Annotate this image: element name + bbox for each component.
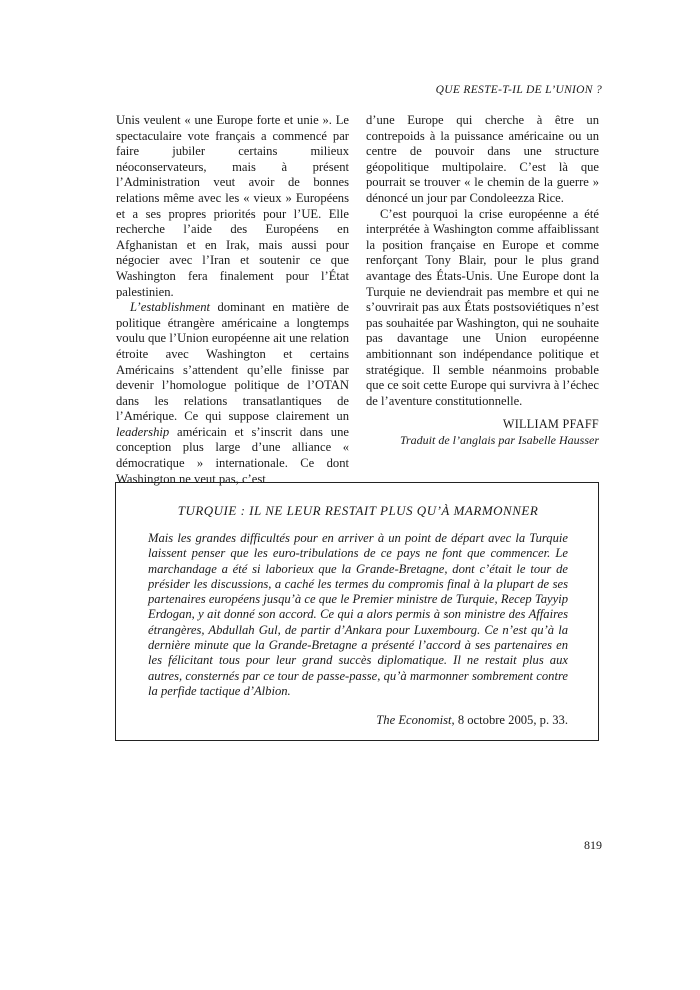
page-number: 819	[584, 838, 602, 852]
source-publication: The Economist	[376, 713, 452, 728]
quote-box	[115, 482, 599, 741]
left-paragraph-2	[116, 300, 349, 487]
running-head: QUE RESTE-T-IL DE L’UNION ?	[435, 84, 602, 96]
left-paragraph-2-part-a: dominant en matière de politique étrangère américaine a longtemps voulu que l’Union européenne ait une relation étroite avec Washington et certains Américains s’attendent qu’elle finisse par devenir l’homologue politique de l’OTAN dans les relations transatlantiques de l’Amérique. Ce qui suppose clairement un	[116, 300, 349, 424]
translator-credit: Traduit de l’anglais par Isabelle Hausser	[399, 432, 599, 447]
quote-box-body: Mais les grandes difficultés pour en arriver à un point de départ avec la Turquie laissent penser que les euro-tribulations de ce pays ne font que commencer. Le marchandage a été si laborieux que la Grande-Bretagne, dont c’était le tour de présider les discussions, a caché les termes du compromis final à la plupart de ses partenaires européens jusqu’à ce que le Premier ministre de Turquie, Recep Tayyip Erdogan, y ait donné son accord. Ce qui a alors permis à son ministre des Affaires étrangères, Abdullah Gul, de partir d’Ankara pour Luxembourg. Ce n’est qu’à la dernière minute que la Grande-Bretagne a présenté l’accord à ses partenaires en les félicitant tous pour leur grand succès diplomatique. Il ne restait plus aux autres, consternés par ce tour de passe-passe, qu’à marmonner sombrement contre la perfide tactique d’Albion.	[148, 531, 568, 698]
quote-source	[148, 713, 568, 728]
left-paragraph-2-part-b: américain et s’inscrit dans une conception plus large d’une alliance « démocratique » internationale. Ce dont Washington ne veut pas, c’est	[116, 424, 349, 486]
right-paragraph-1: d’une Europe qui cherche à être un contrepoids à la puissance américaine ou un centre de pouvoir dans une structure géopolitique multipolaire. C’est là que pourrait se trouver « le chemin de la guerre » dénoncé un jour par Condoleezza Rice.	[366, 113, 599, 205]
author-signature: WILLIAM PFAFF	[502, 417, 599, 432]
source-detail: , 8 octobre 2005, p. 33.	[451, 713, 568, 728]
leadership-term: leadership	[116, 424, 170, 439]
left-column	[116, 113, 349, 487]
establishment-term: L’establishment	[130, 300, 210, 315]
quote-box-title: TURQUIE : IL NE LEUR RESTAIT PLUS QU’À MARMONNER	[177, 503, 539, 518]
left-paragraph-1: Unis veulent « une Europe forte et unie ». Le spectaculaire vote français a commencé par faire jubiler certains milieux néoconservateurs, mais à présent l’Administration veut avoir de bonnes relations même avec les « vieux » Européens et a ses propres priorités pour l’UE. Elle recherche l’aide des Européens en Afghanistan et en Irak, mais aussi pour négocier avec l’Iran et soutenir ce que Washington fera finalement pour l’État palestinien.	[116, 113, 349, 299]
right-column	[366, 113, 599, 448]
right-paragraph-2: C’est pourquoi la crise européenne a été interprétée à Washington comme affaiblissant la position française en Europe et comme renforçant Tony Blair, pour le plus grand avantage des États-Unis. Une Europe dont la Turquie ne deviendrait pas membre et qui ne s’ouvrirait pas aux États postsoviétiques n’est pas souhaitée par Washington, qui ne souhaite pas davantage une Union européenne ambitionnant son indépendance politique et stratégique. Il semble néanmoins probable que ce soit cette Europe qui survivra à l’échec de l’aventure constitutionnelle.	[366, 206, 599, 408]
